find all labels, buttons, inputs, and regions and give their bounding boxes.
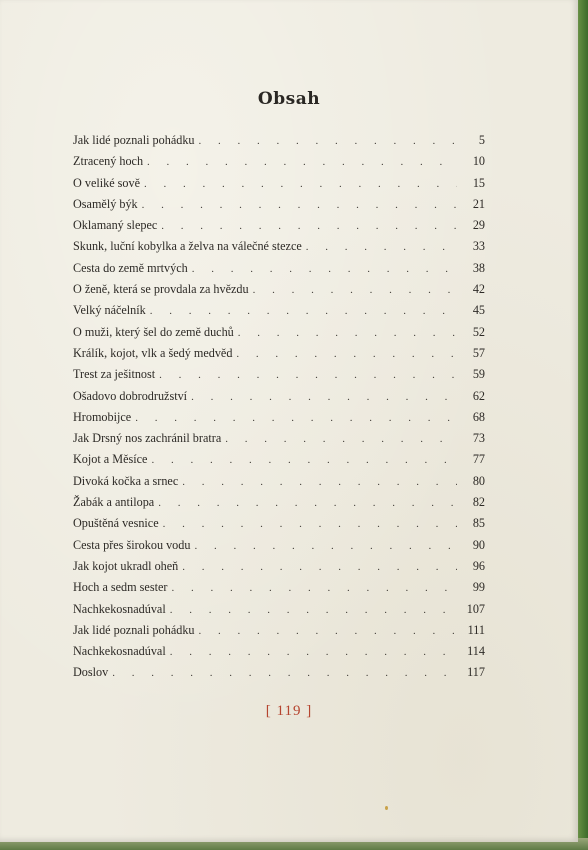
toc-entry-page: 29 <box>472 218 485 233</box>
toc-entry <box>73 516 485 537</box>
toc-entry <box>73 602 485 623</box>
toc-leader-dots <box>150 305 457 317</box>
toc-entry-page: 77 <box>472 452 485 467</box>
toc-entry <box>73 176 485 197</box>
toc-entry-title: Cesta přes širokou vodu <box>73 537 191 552</box>
toc-entry-title: Velký náčelník <box>73 303 146 318</box>
toc-leader-dots <box>112 667 457 679</box>
toc-entry-title: Ztracený hoch <box>73 154 144 169</box>
toc-entry <box>73 623 485 644</box>
paper-speck <box>385 806 388 810</box>
toc-entry-title: Opuštěná vesnice <box>73 516 159 531</box>
toc-entry <box>73 218 485 239</box>
toc-leader-dots <box>253 284 457 296</box>
toc-entry <box>73 154 485 175</box>
toc-entry-title: Jak lidé poznali pohádku <box>73 622 195 637</box>
toc-leader-dots <box>161 220 457 232</box>
toc-leader-dots <box>171 582 457 594</box>
toc-entry <box>73 559 485 580</box>
toc-entry-title: Králík, kojot, vlk a šedý medvěd <box>73 345 233 360</box>
toc-entry-page: 45 <box>472 303 485 318</box>
toc-leader-dots <box>170 646 457 658</box>
toc-entry-page: 114 <box>467 644 485 659</box>
toc-leader-dots <box>151 454 457 466</box>
toc-entry <box>73 133 485 154</box>
toc-leader-dots <box>159 369 457 381</box>
toc-entry-page: 59 <box>472 367 485 382</box>
toc-entry-page: 85 <box>472 516 485 531</box>
toc-leader-dots <box>194 540 457 552</box>
toc-entry-page: 33 <box>472 239 485 254</box>
toc-entry-page: 73 <box>472 431 485 446</box>
toc-entry-title: Doslov <box>73 665 109 680</box>
toc-leader-dots <box>170 604 457 616</box>
toc-leader-dots <box>142 199 457 211</box>
toc-entry-title: O veliké sově <box>73 175 141 190</box>
toc-leader-dots <box>225 433 457 445</box>
toc-leader-dots <box>182 476 457 488</box>
toc-entry <box>73 197 485 218</box>
toc-leader-dots <box>199 625 457 637</box>
toc-entry <box>73 665 485 686</box>
toc-entry-title: Oklamaný slepec <box>73 218 158 233</box>
toc-entry-title: Nachkekosnadúval <box>73 644 166 659</box>
table-of-contents <box>73 133 485 687</box>
toc-entry <box>73 538 485 559</box>
toc-entry-page: 38 <box>472 260 485 275</box>
toc-entry <box>73 367 485 388</box>
toc-entry-title: Jak lidé poznali pohádku <box>73 133 195 147</box>
toc-leader-dots <box>236 348 457 360</box>
toc-entry <box>73 410 485 431</box>
toc-entry-title: Jak kojot ukradl oheň <box>73 558 179 573</box>
toc-entry-title: Nachkekosnadúval <box>73 601 166 616</box>
toc-entry-page: 21 <box>472 196 485 211</box>
toc-entry-title: Hoch a sedm sester <box>73 580 168 595</box>
toc-entry-page: 57 <box>472 345 485 360</box>
toc-entry-page: 15 <box>472 175 485 190</box>
toc-entry-title: Cesta do země mrtvých <box>73 260 188 275</box>
toc-entry <box>73 452 485 473</box>
toc-entry <box>73 580 485 601</box>
toc-leader-dots <box>306 241 457 253</box>
toc-entry <box>73 474 485 495</box>
toc-entry <box>73 495 485 516</box>
toc-entry-page: 80 <box>472 473 485 488</box>
toc-entry-page: 117 <box>467 665 485 680</box>
toc-leader-dots <box>192 263 457 275</box>
toc-entry-page: 111 <box>467 622 485 637</box>
toc-entry-title: Jak Drsný nos zachránil bratra <box>73 431 222 446</box>
toc-entry-title: Skunk, luční kobylka a želva na válečné stezce <box>73 239 302 254</box>
toc-entry-title: Hromobijce <box>73 409 132 424</box>
toc-entry-page: 90 <box>472 537 485 552</box>
toc-leader-dots <box>158 497 457 509</box>
toc-entry-page: 5 <box>478 133 485 147</box>
toc-entry-title: O ženě, která se provdala za hvězdu <box>73 282 249 297</box>
toc-leader-dots <box>135 412 457 424</box>
toc-entry <box>73 346 485 367</box>
toc-entry-title: Osamělý býk <box>73 196 138 211</box>
toc-leader-dots <box>147 156 457 168</box>
toc-leader-dots <box>199 135 457 147</box>
toc-entry-title: Divoká kočka a srnec <box>73 473 179 488</box>
toc-leader-dots <box>163 518 457 530</box>
toc-entry-page: 52 <box>472 324 485 339</box>
toc-entry-title: O muži, který šel do země duchů <box>73 324 234 339</box>
toc-leader-dots <box>191 391 457 403</box>
toc-entry-page: 96 <box>472 558 485 573</box>
toc-entry-page: 82 <box>472 495 485 510</box>
toc-entry-title: Kojot a Měsíce <box>73 452 148 467</box>
toc-entry-page: 62 <box>472 388 485 403</box>
toc-leader-dots <box>182 561 457 573</box>
toc-leader-dots <box>238 327 457 339</box>
toc-entry-page: 99 <box>472 580 485 595</box>
toc-entry-title: Žabák a antilopa <box>73 495 155 510</box>
toc-entry <box>73 239 485 260</box>
toc-entry <box>73 325 485 346</box>
toc-entry <box>73 431 485 452</box>
page-number: [ 119 ] <box>265 703 313 719</box>
toc-entry <box>73 389 485 410</box>
toc-entry <box>73 282 485 303</box>
toc-entry <box>73 644 485 665</box>
toc-entry-page: 107 <box>466 601 485 616</box>
toc-entry-title: Trest za ješitnost <box>73 367 156 382</box>
toc-entry-page: 68 <box>472 409 485 424</box>
toc-entry-page: 10 <box>472 154 485 169</box>
page-title: Obsah <box>257 89 321 109</box>
toc-entry-page: 42 <box>472 282 485 297</box>
toc-entry <box>73 261 485 282</box>
toc-entry-title: Ošadovo dobrodružství <box>73 388 188 403</box>
toc-entry <box>73 303 485 324</box>
toc-leader-dots <box>144 178 457 190</box>
